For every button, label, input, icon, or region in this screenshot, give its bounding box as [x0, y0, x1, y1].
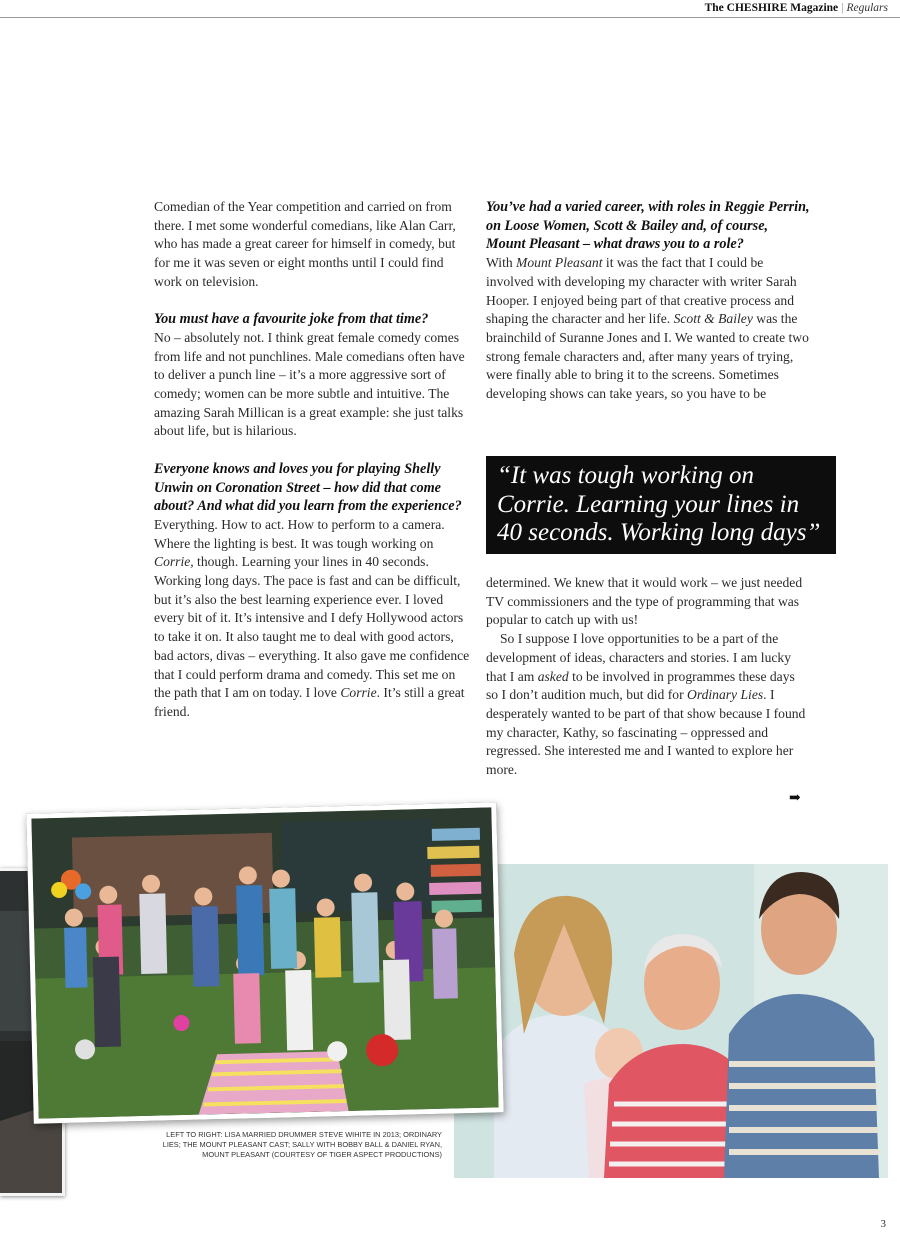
article-column-right-top — [486, 198, 810, 404]
photo-sally-bobby-daniel — [454, 864, 888, 1178]
continue-arrow-icon: ➡ — [789, 791, 801, 806]
magazine-name: The CHESHIRE Magazine — [704, 2, 839, 14]
page-number: 3 — [880, 1218, 886, 1230]
question-coronation-street: Everyone knows and loves you for playing Shelly Unwin on Coronation Street – how did that come about? And what did you learn from the experience? — [154, 460, 462, 515]
answer-favourite-joke: No – absolutely not. I think great female comedy comes from life and not punchlines. Male comedians often have to deliver a punch line – it’s a more aggressive sort of comedy; women can be more subtle and intuitive. The amazing Sarah Millican is a great example: she just talks about life, but is hilarious. — [154, 329, 465, 439]
question-varied-career: You’ve had a varied career, with roles in Reggie Perrin, on Loose Women, Scott & Bailey and, of course, Mount Pleasant – what draws you to a role? — [486, 199, 810, 253]
answer-varied-career: With Mount Pleasant it was the fact that I could be involved with developing my character with writer Sarah Hooper. I enjoyed being part of that creative process and shaping the character and her life. Scott & Bailey was the brainchild of Suranne Jones and I. We wanted to create two strong female characters and, after many years of trying, were finally able to bring it to the screens. Sometimes developing shows can take years, so you have to be — [486, 255, 809, 402]
running-header — [705, 2, 888, 14]
article-column-left — [154, 198, 474, 722]
header-rule — [0, 17, 900, 18]
photo-mount-pleasant-cast — [26, 802, 503, 1123]
article-column-right-bottom — [486, 574, 810, 780]
pull-quote: “It was tough working on Corrie. Learning your lines in 40 seconds. Working long days” — [486, 456, 836, 554]
photo-caption: LEFT TO RIGHT: LISA MARRIED DRUMMER STEVE WIHITE IN 2013; ORDINARY LIES; THE MOUNT PLEASANT CAST; SALLY WITH BOBBY BALL & DANIEL RYAN, MOUNT PLEASANT (COURTESY OF TIGER ASPECT PRODUCTIONS) — [162, 1130, 442, 1159]
intro-paragraph: Comedian of the Year competition and carried on from there. I met some wonderful comedians, like Alan Carr, who has made a great career for himself in comedy, but for me it was seven or eight months until I could find work on television. — [154, 199, 456, 289]
answer-coronation-street: Everything. How to act. How to perform to a camera. Where the lighting is best. It was tough working on Corrie, though. Learning your lines in 40 seconds. Working long days. The pace is fast and can be difficult, but it’s also the best learning experience ever. I loved every bit of it. It’s intensive and I defy Hollywood actors to take it on. It also taught me to deal with good actors, bad actors, divas – everything. It also gave me confidence that I could perform drama and comedy. This set me on the path that I am on today. I love Corrie. It’s still a great friend. — [154, 516, 470, 719]
section-name: Regulars — [846, 2, 888, 14]
header-separator: | — [841, 2, 844, 14]
paragraph-opportunities: So I suppose I love opportunities to be a part of the development of ideas, characters and stories. I am lucky that I am asked to be involved in programmes these days so I don’t audition much, but did for Ordinary Lies. I desperately wanted to be part of that show because I found my character, Kathy, so fascinating – oppressed and regressed. She interested me and I wanted to explore her more. — [486, 631, 806, 778]
question-favourite-joke: You must have a favourite joke from that time? — [154, 311, 429, 328]
continued-paragraph: determined. We knew that it would work – we just needed TV commissioners and the type of programming that was popular to catch up with us! — [486, 575, 803, 628]
